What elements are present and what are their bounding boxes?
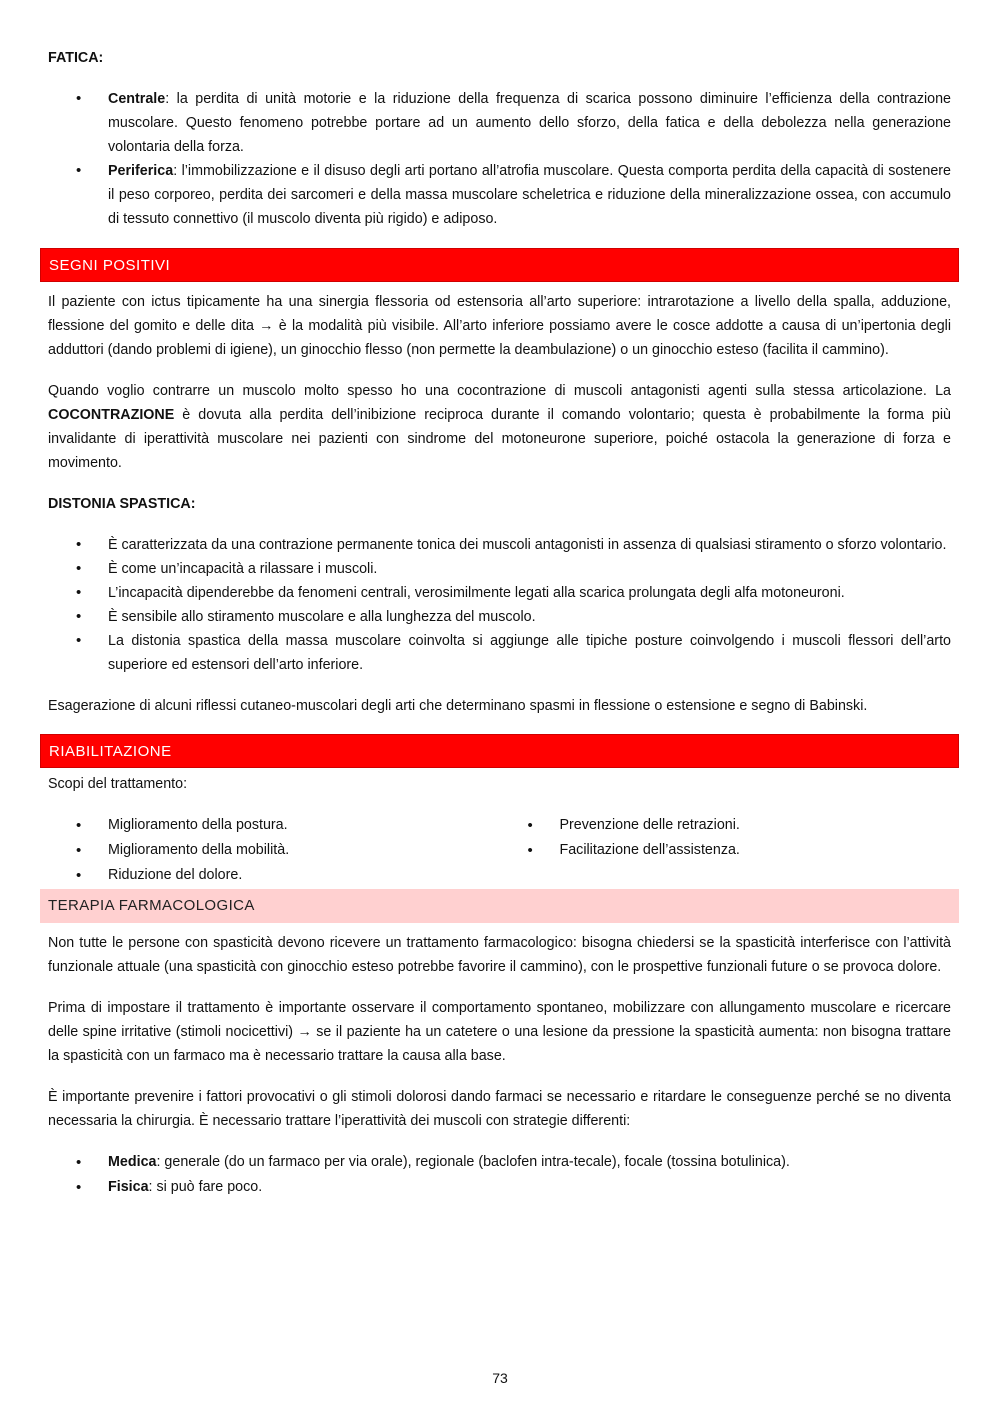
- text-run: è dovuta alla perdita dell’inibizione reciproca durante il comando volontario; questa è probabilmente la forma più invalidante di iperattività muscolare nei pazienti con sindrome del motoneurone superiore, poiché ostacola la generazione di forza e movimento.: [48, 407, 951, 471]
- section-title-riabilitazione: RIABILITAZIONE: [40, 734, 959, 768]
- bold-term: COCONTRAZIONE: [48, 407, 175, 423]
- term: Fisica: [108, 1179, 149, 1195]
- subsection-title-terapia-farmacologica: TERAPIA FARMACOLOGICA: [40, 889, 959, 923]
- page-number: 73: [492, 1370, 508, 1386]
- list-item: • È sensibile allo stiramento muscolare e alla lunghezza del muscolo.: [48, 605, 951, 629]
- term: Centrale: [108, 91, 166, 107]
- list-item: • L’incapacità dipenderebbe da fenomeni centrali, verosimilmente legati alla scarica prolungata degli alfa motoneuroni.: [48, 581, 951, 605]
- section-title-segni-positivi: SEGNI POSITIVI: [40, 248, 959, 282]
- paragraph: Prima di impostare il trattamento è importante osservare il comportamento spontaneo, mobilizzare con allungamento muscolare e ricercare delle spine irritative (stimoli nocicettivi) → se il paziente ha un catetere o una lesione da pressione la spasticità aumenta: non bisogna trattare la spasticità con un farmaco ma è necessario trattare la causa alla base.: [48, 1000, 951, 1064]
- list-item: • Miglioramento della mobilità.: [48, 838, 500, 863]
- treatment-goals: [48, 813, 951, 888]
- list-item: • Miglioramento della postura.: [48, 813, 500, 838]
- list-item: • È caratterizzata da una contrazione permanente tonica dei muscoli antagonisti in assenza di qualsiasi stiramento o sforzo volontario.: [48, 533, 951, 557]
- paragraph: Il paziente con ictus tipicamente ha una sinergia flessoria od estensoria all’arto superiore: intrarotazione a livello della spalla, adduzione, flessione del gomito e delle dita → è la modalità più visibile. All’arto inferiore possiamo avere le cosce addotte a causa di un’ipertonia degli adduttori (dando problemi di igiene), un ginocchio flesso (non permette la deambulazione) o un ginocchio esteso (facilita il cammino).: [48, 294, 951, 358]
- page-content: [48, 46, 951, 1200]
- list-item: • È come un’incapacità a rilassare i muscoli.: [48, 557, 951, 581]
- goals-column-2: [500, 813, 952, 888]
- term: Medica: [108, 1154, 157, 1170]
- paragraph: Scopi del trattamento:: [48, 776, 188, 792]
- item-text: : l’immobilizzazione e il disuso degli arti portano all’atrofia muscolare. Questa comporta perdita della capacità di sostenere il peso corporeo, perdita dei sarcomeri e della massa muscolare scheletrica e riduzione della mineralizzazione ossea, con accumulo di tessuto connettivo (il muscolo diventa più rigido) e adiposo.: [108, 163, 951, 227]
- fatica-heading: FATICA:: [48, 50, 104, 66]
- list-item: • Riduzione del dolore.: [48, 863, 500, 888]
- list-item: • Prevenzione delle retrazioni.: [500, 813, 952, 838]
- term: Periferica: [108, 163, 174, 179]
- list-item: [48, 87, 951, 159]
- item-text: : si può fare poco.: [148, 1179, 263, 1195]
- paragraph: È importante prevenire i fattori provocativi o gli stimoli dolorosi dando farmaci se necessario e ritardare le conseguenze perché se no diventa necessaria la chirurgia. È necessario trattare l’iperattività dei muscoli con strategie differenti:: [48, 1089, 951, 1129]
- list-item: • Facilitazione dell’assistenza.: [500, 838, 952, 863]
- list-item: [48, 1150, 951, 1175]
- fatica-list: [48, 87, 951, 231]
- list-item: • La distonia spastica della massa muscolare coinvolta si aggiunge alle tipiche posture coinvolgendo i muscoli flessori dell’arto superiore ed estensori dell’arto inferiore.: [48, 629, 951, 677]
- item-text: : la perdita di unità motorie e la riduzione della frequenza di scarica possono diminuire l’efficienza della contrazione muscolare. Questo fenomeno potrebbe portare ad un aumento dello sforzo, della fatica e della debolezza nella generazione volontaria della forza.: [108, 91, 951, 155]
- strategies-list: [48, 1150, 951, 1200]
- goals-column-1: [48, 813, 500, 888]
- distonia-heading: DISTONIA SPASTICA:: [48, 496, 196, 512]
- paragraph: Non tutte le persone con spasticità devono ricevere un trattamento farmacologico: bisogna chiedersi se la spasticità interferisce con l’attività funzionale attuale (una spasticità con ginocchio esteso potrebbe favorire il cammino), con le prospettive funzionali future o se provoca dolore.: [48, 935, 951, 975]
- list-item: [48, 159, 951, 231]
- distonia-list: [48, 533, 951, 677]
- item-text: : generale (do un farmaco per via orale), regionale (baclofen intra-tecale), focale (tossina botulinica).: [156, 1154, 790, 1170]
- text-run: Quando voglio contrarre un muscolo molto spesso ho una cocontrazione di muscoli antagonisti agenti sulla stessa articolazione. La: [48, 383, 951, 399]
- paragraph: [48, 379, 951, 475]
- list-item: [48, 1175, 951, 1200]
- paragraph: Esagerazione di alcuni riflessi cutaneo-muscolari degli arti che determinano spasmi in flessione o estensione e segno di Babinski.: [48, 698, 868, 714]
